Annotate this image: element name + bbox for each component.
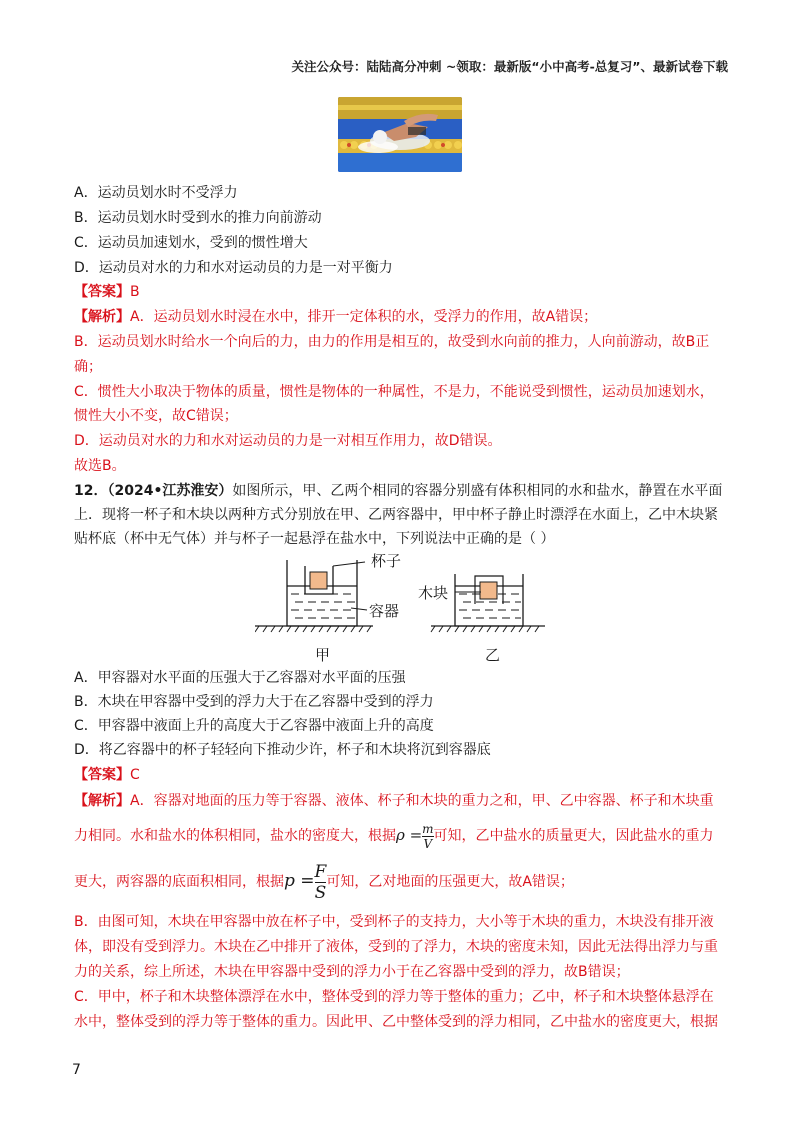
swimmer-photo <box>338 97 462 172</box>
q11-analysis-line: D．运动员对水的力和水对运动员的力是一对相互作用力，故D错误。 <box>74 433 502 449</box>
q12-stem-text: 如图所示，甲、乙两个相同的容器分别盛有体积相同的水和盐水，静置在水平面 <box>232 483 723 499</box>
q11-answer-value: B <box>130 284 140 300</box>
q12-analysis-text: 可知，乙中盐水的质量更大，因此盐水的重力 <box>433 828 714 844</box>
swimmer-photo-graphic <box>338 97 462 172</box>
q12-option-b: B．木块在甲容器中受到的浮力大于在乙容器中受到的浮力 <box>74 694 434 710</box>
q12-analysis-text: 力相同。水和盐水的体积相同，盐水的密度大，根据 <box>74 828 396 844</box>
formula-numerator: m <box>422 821 434 836</box>
block-jia <box>310 572 327 589</box>
q11-answer <box>74 282 140 302</box>
formula-denominator: V <box>423 836 433 851</box>
q12-answer-value: C <box>130 767 140 783</box>
q12-stem-line: 上．现将一杯子和木块以两种方式分别放在甲、乙两容器中，甲中杯子静止时漂浮在水面上，乙中木块紧 <box>74 507 718 523</box>
formula-rho: ρ = <box>396 826 423 844</box>
q11-answer-label: 【答案】 <box>74 284 130 300</box>
q11-conclusion: 故选B。 <box>74 458 126 474</box>
density-formula <box>396 821 434 851</box>
q12-analysis-line: 力的关系，综上所述，木块在甲容器中受到的浮力小于在乙容器中受到的浮力，故B错误； <box>74 964 630 980</box>
q11-analysis-text: A．运动员划水时浸在水中，排开一定体积的水，受浮力的作用，故A错误； <box>130 309 598 325</box>
q11-analysis-line: B．运动员划水时给水一个向后的力，由力的作用是相互的，故受到水向前的推力，人向前游动，故B正 <box>74 334 710 350</box>
q12-option-d: D．将乙容器中的杯子轻轻向下推动少许，杯子和木块将沉到容器底 <box>74 742 491 758</box>
q12-analysis-line: 体，即没有受到浮力。木块在乙中排开了液体，受到的了浮力，木块的密度未知，因此无法得出浮力与重 <box>74 939 718 955</box>
q12-option-c: C．甲容器中液面上升的高度大于乙容器中液面上升的高度 <box>74 718 434 734</box>
formula-fraction <box>315 863 327 902</box>
q11-analysis-line: 惯性大小不变，故C错误； <box>74 408 238 424</box>
q12-analysis-line: C．甲中，杯子和木块整体漂浮在水中，整体受到的浮力等于整体的重力；乙中，杯子和木块整体悬浮在 <box>74 989 714 1005</box>
q12-analysis-text: 可知，乙对地面的压强更大，故A错误； <box>326 874 574 890</box>
formula-fraction <box>422 823 433 850</box>
q12-analysis-line: B．由图可知，木块在甲容器中放在杯子中，受到杯子的支持力，大小等于木块的重力，木块没有排开液 <box>74 914 714 930</box>
q12-analysis-label: 【解析】 <box>74 793 130 809</box>
q12-analysis-line <box>74 820 714 851</box>
q11-option-c: C．运动员加速划水，受到的惯性增大 <box>74 235 308 251</box>
q11-analysis-line <box>74 307 597 327</box>
formula-p: p = <box>284 871 315 891</box>
pressure-formula <box>284 861 327 903</box>
q11-option-a: A．运动员划水时不受浮力 <box>74 185 238 201</box>
q12-stem-line: 贴杯底（杯中无气体）并与杯子一起悬浮在盐水中，下列说法中正确的是（ ） <box>74 531 555 547</box>
formula-denominator: S <box>314 882 327 903</box>
q12-analysis-text: 更大，两容器的底面积相同，根据 <box>74 874 284 890</box>
formula-numerator: F <box>314 861 327 882</box>
q12-analysis-line <box>74 858 574 905</box>
q11-option-b: B．运动员划水时受到水的推力向前游动 <box>74 210 322 226</box>
q12-stem-line <box>74 481 722 501</box>
page-header: 关注公众号：陆陆高分冲刺 ~领取：最新版“小中高考-总复习”、最新试卷下载 <box>291 59 728 74</box>
page-number: 7 <box>72 1062 81 1078</box>
q11-analysis-line: C．惯性大小取决于物体的质量，惯性是物体的一种属性，不是力，不能说受到惯性，运动员加速划水， <box>74 384 714 400</box>
q11-analysis-label: 【解析】 <box>74 309 130 325</box>
q12-answer <box>74 765 140 785</box>
q11-option-d: D．运动员对水的力和水对运动员的力是一对平衡力 <box>74 260 393 276</box>
q12-number: 12．（2024•江苏淮安） <box>74 483 233 499</box>
q11-analysis-line: 确； <box>74 359 102 375</box>
label-container: 容器 <box>369 602 400 620</box>
q12-option-a: A．甲容器对水平面的压强大于乙容器对水平面的压强 <box>74 670 406 686</box>
q12-analysis-text: A．容器对地面的压力等于容器、液体、杯子和木块的重力之和，甲、乙中容器、杯子和木块重 <box>130 793 714 809</box>
q12-analysis-line: 水中，整体受到的浮力等于整体的重力。因此甲、乙中整体受到的浮力相同，乙中盐水的密度更大，根据 <box>74 1014 718 1030</box>
container-jia-outline <box>287 560 357 626</box>
q12-analysis-line <box>74 791 714 811</box>
label-cup: 杯子 <box>371 552 402 570</box>
q12-answer-label: 【答案】 <box>74 767 130 783</box>
label-jia: 甲 <box>315 646 331 664</box>
label-yi: 乙 <box>485 646 501 664</box>
label-block: 木块 <box>418 584 449 602</box>
block-yi <box>480 582 497 599</box>
